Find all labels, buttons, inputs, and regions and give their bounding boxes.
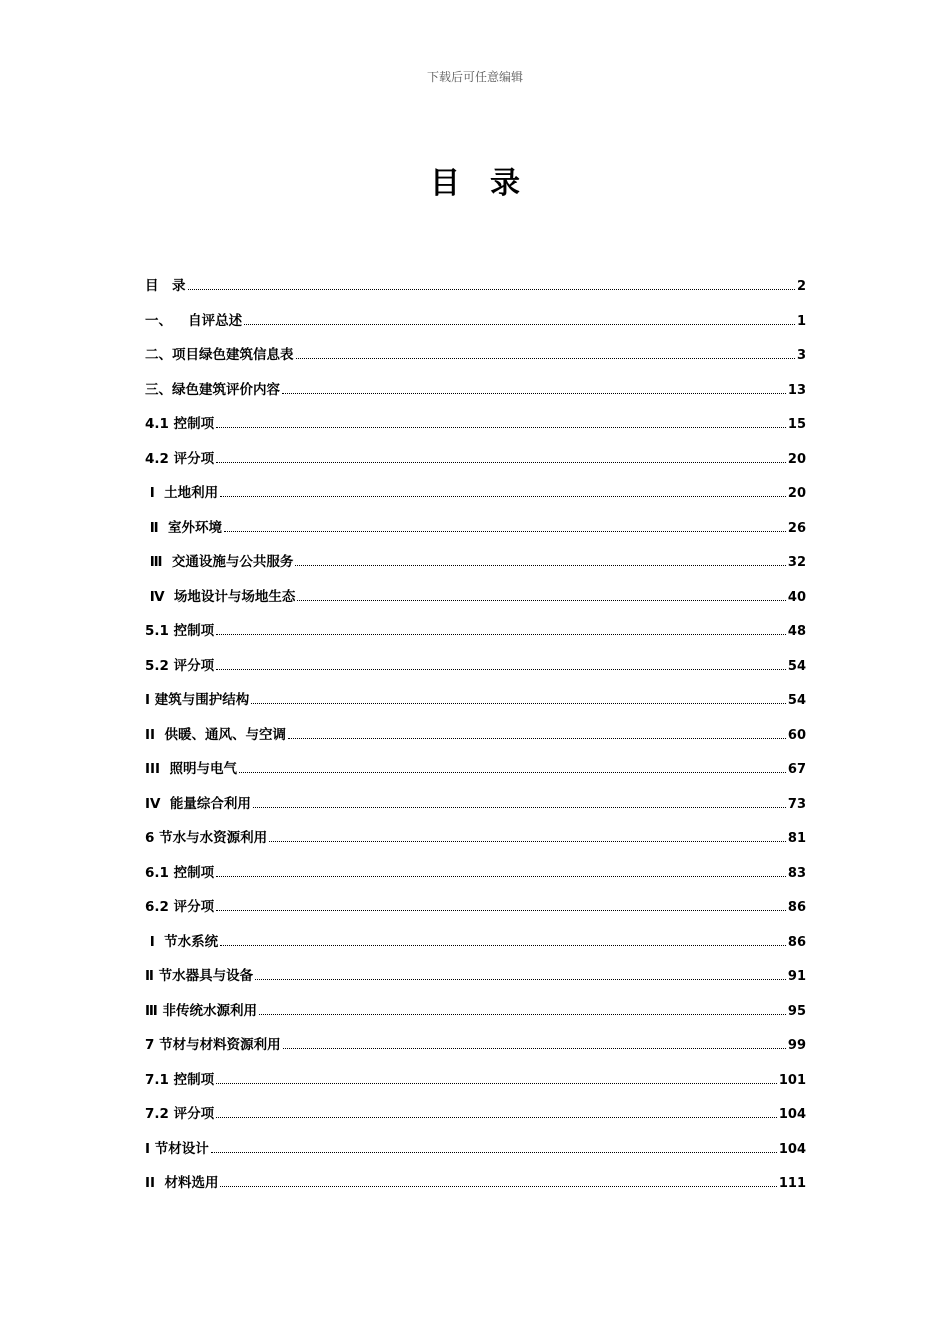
toc-dot-leader	[224, 530, 786, 532]
toc-entry[interactable]	[145, 552, 806, 587]
toc-entry[interactable]	[145, 656, 806, 691]
toc-entry-page-number: 101	[778, 1072, 806, 1088]
toc-entry[interactable]	[145, 759, 806, 794]
toc-entry[interactable]	[145, 380, 806, 415]
toc-entry-page-number: 73	[787, 796, 806, 812]
toc-entry-label: 4.2 评分项	[145, 450, 215, 467]
toc-dot-leader	[216, 426, 786, 428]
toc-entry[interactable]	[145, 932, 806, 967]
toc-entry[interactable]	[145, 587, 806, 622]
toc-entry[interactable]	[145, 345, 806, 380]
toc-entry-label: 6 节水与水资源利用	[145, 830, 268, 846]
toc-entry-label: IV 能量综合利用	[145, 795, 251, 812]
toc-dot-leader	[259, 1013, 786, 1015]
toc-entry-page-number: 20	[787, 451, 806, 467]
toc-dot-leader	[188, 288, 795, 290]
toc-entry[interactable]	[145, 725, 806, 760]
toc-entry-page-number: 104	[778, 1141, 806, 1157]
toc-entry-label: Ⅰ 节水系统	[145, 933, 219, 950]
toc-dot-leader	[211, 1151, 777, 1153]
toc-entry-label: Ⅰ 土地利用	[145, 485, 219, 501]
header-note: 下载后可任意编辑	[426, 70, 523, 84]
toc-entry[interactable]	[145, 897, 806, 932]
toc-entry[interactable]	[145, 1173, 806, 1208]
toc-entry-label: 5.2 评分项	[145, 657, 215, 674]
toc-entry-page-number: 3	[796, 348, 806, 363]
table-of-contents	[145, 276, 806, 1208]
toc-entry[interactable]	[145, 311, 806, 346]
toc-entry-label: 4.1 控制项	[145, 416, 215, 432]
toc-entry-page-number: 95	[787, 1003, 806, 1019]
toc-entry-page-number: 81	[787, 831, 806, 846]
toc-dot-leader	[253, 806, 786, 808]
toc-entry[interactable]	[145, 1001, 806, 1036]
toc-entry[interactable]	[145, 1139, 806, 1174]
toc-entry-label: Ⅲ 交通设施与公共服务	[145, 554, 294, 570]
toc-dot-leader	[220, 1185, 776, 1187]
toc-entry[interactable]	[145, 621, 806, 656]
toc-dot-leader	[216, 1082, 777, 1084]
toc-dot-leader	[255, 978, 786, 980]
toc-entry-page-number: 60	[787, 727, 806, 743]
toc-dot-leader	[220, 495, 786, 497]
toc-entry[interactable]	[145, 828, 806, 863]
toc-entry-page-number: 26	[787, 520, 806, 536]
toc-entry-label: I 建筑与围护结构	[145, 692, 250, 708]
toc-entry-page-number: 32	[787, 555, 806, 570]
toc-entry[interactable]	[145, 414, 806, 449]
toc-dot-leader	[216, 909, 786, 911]
toc-entry-label: Ⅱ 室外环境	[145, 519, 222, 536]
toc-dot-leader	[220, 944, 786, 946]
toc-entry-label: 目 录	[145, 278, 186, 294]
toc-entry-label: II 材料选用	[145, 1175, 219, 1191]
toc-entry[interactable]	[145, 794, 806, 829]
toc-entry[interactable]	[145, 966, 806, 1001]
toc-entry-label: I 节材设计	[145, 1140, 209, 1157]
toc-entry-page-number: 54	[787, 658, 806, 674]
toc-dot-leader	[297, 599, 785, 601]
toc-entry-page-number: 48	[787, 624, 806, 639]
toc-entry-page-number: 40	[787, 589, 806, 605]
toc-entry-label: 6.1 控制项	[145, 864, 215, 881]
toc-entry[interactable]	[145, 518, 806, 553]
toc-dot-leader	[239, 771, 786, 773]
toc-entry[interactable]	[145, 276, 806, 311]
toc-entry-page-number: 20	[787, 486, 806, 501]
toc-dot-leader	[216, 875, 786, 877]
toc-dot-leader	[269, 840, 786, 842]
toc-entry-label: 7.2 评分项	[145, 1106, 215, 1122]
toc-entry-label: 一、 自评总述	[145, 312, 243, 329]
toc-entry-label: 二、项目绿色建筑信息表	[145, 347, 294, 363]
toc-entry-page-number: 1	[796, 313, 806, 329]
toc-entry-page-number: 86	[787, 934, 806, 950]
toc-entry-page-number: 15	[787, 417, 806, 432]
toc-dot-leader	[244, 323, 795, 325]
toc-entry-page-number: 91	[787, 969, 806, 984]
toc-entry-label: III 照明与电气	[145, 761, 237, 777]
toc-entry[interactable]	[145, 863, 806, 898]
toc-dot-leader	[216, 1116, 777, 1118]
toc-entry-label: 7 节材与材料资源利用	[145, 1037, 281, 1053]
toc-entry-page-number: 83	[787, 865, 806, 881]
toc-entry[interactable]	[145, 1070, 806, 1105]
toc-entry-page-number: 13	[787, 382, 806, 398]
toc-entry-page-number: 2	[796, 279, 806, 294]
toc-dot-leader	[296, 357, 795, 359]
toc-dot-leader	[282, 392, 786, 394]
page-title: 目录	[430, 166, 550, 201]
toc-entry-page-number: 54	[787, 693, 806, 708]
toc-dot-leader	[283, 1047, 786, 1049]
toc-dot-leader	[216, 461, 786, 463]
toc-entry-page-number: 99	[787, 1038, 806, 1053]
toc-dot-leader	[288, 737, 786, 739]
toc-entry-label: 三、绿色建筑评价内容	[145, 381, 280, 398]
toc-entry-label: 6.2 评分项	[145, 899, 215, 915]
toc-entry-page-number: 86	[787, 900, 806, 915]
toc-dot-leader	[251, 702, 786, 704]
toc-dot-leader	[216, 668, 786, 670]
toc-entry[interactable]	[145, 1035, 806, 1070]
toc-entry-label: 7.1 控制项	[145, 1071, 215, 1088]
toc-entry-label: Ⅲ 非传统水源利用	[145, 1002, 257, 1019]
toc-dot-leader	[295, 564, 786, 566]
toc-entry[interactable]	[145, 449, 806, 484]
toc-entry-page-number: 111	[778, 1176, 806, 1191]
toc-entry[interactable]	[145, 690, 806, 725]
toc-dot-leader	[216, 633, 786, 635]
toc-entry-label: Ⅳ 场地设计与场地生态	[145, 588, 296, 605]
toc-entry[interactable]	[145, 483, 806, 518]
toc-entry-label: II 供暖、通风、与空调	[145, 726, 286, 743]
toc-entry-label: Ⅱ 节水器具与设备	[145, 968, 254, 984]
toc-entry-label: 5.1 控制项	[145, 623, 215, 639]
toc-entry-page-number: 67	[787, 762, 806, 777]
toc-entry-page-number: 104	[778, 1107, 806, 1122]
toc-entry[interactable]	[145, 1104, 806, 1139]
